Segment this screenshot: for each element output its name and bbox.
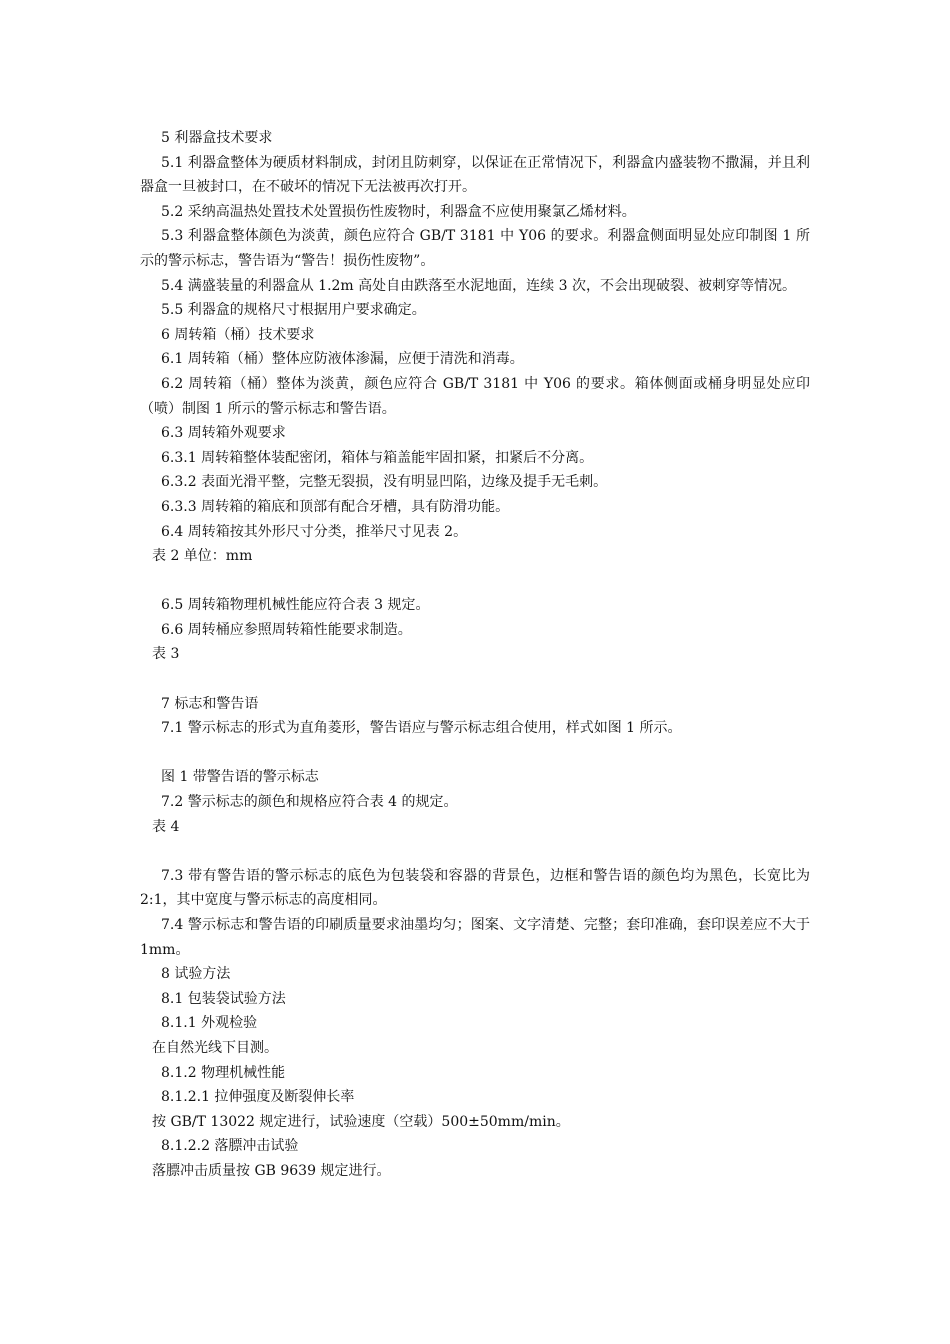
text-line-p8-1-2: 8.1.2 物理机械性能 (161, 1064, 286, 1081)
text-line-h7: 7 标志和警告语 (161, 695, 259, 712)
text-line-t2: 表 2 单位：mm (152, 548, 253, 565)
text-line-p6-3-2: 6.3.2 表面光滑平整，完整无裂损，没有明显凹陷，边缘及提手无毛刺。 (161, 474, 608, 491)
text-line-p5-1: 5.1 利器盒整体为硬质材料制成，封闭且防刺穿，以保证在正常情况下，利器盒内盛装物不撒漏，并且利器盒一旦被封口，在不破坏的情况下无法被再次打开。 (140, 154, 810, 196)
blank-line (140, 839, 810, 864)
text-line-p8-1-2-2: 8.1.2.2 落膘冲击试验 (161, 1138, 299, 1155)
text-line-p6-3-1: 6.3.1 周转箱整体装配密闭，箱体与箱盖能牢固扣紧，扣紧后不分离。 (161, 449, 594, 466)
text-line-p6-1: 6.1 周转箱（桶）整体应防液体渗漏，应便于清洗和消毒。 (161, 351, 524, 368)
text-line-p5-5: 5.5 利器盒的规格尺寸根据用户要求确定。 (161, 302, 426, 319)
text-line-p8-1-1: 8.1.1 外观检验 (161, 1015, 258, 1032)
text-line-p7-1: 7.1 警示标志的形式为直角菱形，警告语应与警示标志组合使用，样式如图 1 所示。 (161, 720, 682, 737)
text-line-p7-4: 7.4 警示标志和警告语的印刷质量要求油墨均匀；图案、文字清楚、完整；套印准确，套印误差应不大于 1mm。 (140, 917, 810, 958)
text-line-h5: 5 利器盒技术要求 (161, 130, 273, 146)
text-line-h6: 6 周转箱（桶）技术要求 (161, 326, 315, 343)
text-line-p6-3-3: 6.3.3 周转箱的箱底和顶部有配合牙槽，具有防滑功能。 (161, 498, 510, 515)
text-line-p6-2: 6.2 周转箱（桶）整体为淡黄，颜色应符合 GB/T 3181 中 Y06 的要求。箱体侧面或桶身明显处应印（喷）制图 1 所示的警示标志和警告语。 (140, 375, 810, 417)
text-line-p5-3: 5.3 利器盒整体颜色为淡黄，颜色应符合 GB/T 3181 中 Y06 的要求。利器盒侧面明显处应印制图 1 所示的警示标志，警告语为“警告！损伤性废物”。 (140, 228, 810, 269)
text-line-p6-5: 6.5 周转箱物理机械性能应符合表 3 规定。 (161, 597, 430, 614)
text-line-p8-1-2-2b: 落膘冲击质量按 GB 9639 规定进行。 (152, 1162, 391, 1179)
text-line-p6-6: 6.6 周转桶应参照周转箱性能要求制造。 (161, 621, 412, 638)
text-line-h8: 8 试验方法 (161, 966, 231, 983)
text-line-p8-1: 8.1 包装袋试验方法 (161, 990, 286, 1007)
blank-line (140, 569, 810, 594)
text-line-p6-4: 6.4 周转箱按其外形尺寸分类，推举尺寸见表 2。 (161, 523, 468, 540)
text-line-p8-1-2-1b: 按 GB/T 13022 规定进行，试验速度（空载）500±50mm/min。 (152, 1113, 570, 1130)
text-line-p6-3: 6.3 周转箱外观要求 (161, 425, 286, 442)
text-line-p7-3: 7.3 带有警告语的警示标志的底色为包装袋和容器的背景色，边框和警告语的颜色均为黑色，长宽比为 2:1，其中宽度与警示标志的高度相同。 (140, 867, 810, 909)
text-line-p7-2: 7.2 警示标志的颜色和规格应符合表 4 的规定。 (161, 794, 458, 811)
text-line-t4: 表 4 (152, 818, 180, 835)
text-line-f1: 图 1 带警告语的警示标志 (161, 769, 319, 786)
text-line-p8-1-1b: 在自然光线下目测。 (152, 1039, 278, 1056)
blank-line (140, 741, 810, 766)
text-line-p8-1-2-1: 8.1.2.1 拉伸强度及断裂伸长率 (161, 1089, 355, 1106)
text-line-t3: 表 3 (152, 646, 180, 663)
blank-line (140, 667, 810, 692)
text-line-p5-4: 5.4 满盛装量的利器盒从 1.2m 高处自由跌落至水泥地面，连续 3 次，不会出现破裂、被刺穿等情况。 (161, 277, 796, 294)
document-page (140, 126, 810, 1184)
text-line-p5-2: 5.2 采纳高温热处置技术处置损伤性废物时，利器盒不应使用聚氯乙烯材料。 (161, 203, 636, 220)
